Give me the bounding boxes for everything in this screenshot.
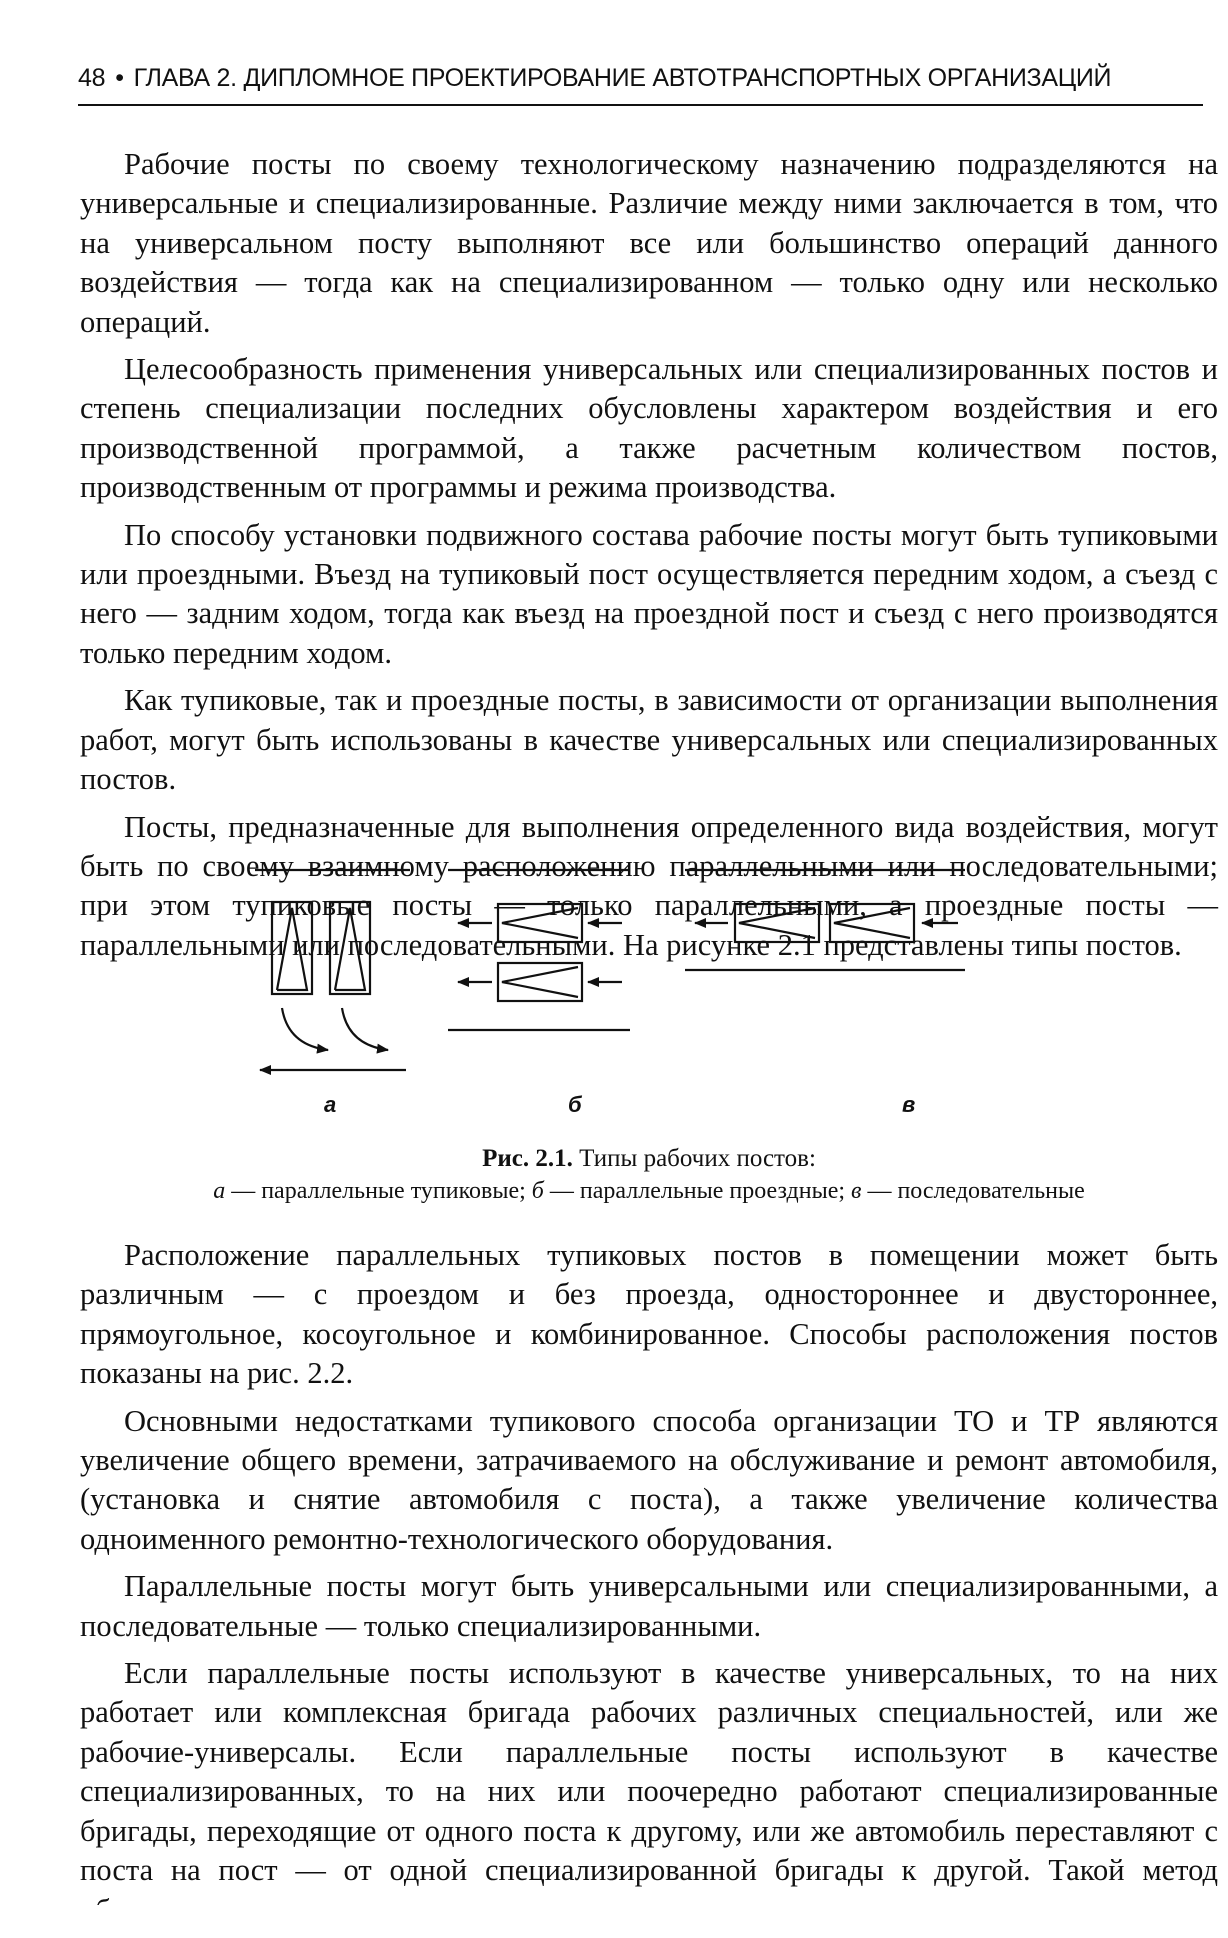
chapter-title: ГЛАВА 2. ДИПЛОМНОЕ ПРОЕКТИРОВАНИЕ АВТОТРАНСПОРТНЫХ ОРГАНИЗАЦИЙ bbox=[133, 64, 1112, 92]
figure-label-b: б bbox=[568, 1092, 582, 1117]
header-rule bbox=[78, 104, 1203, 106]
figure-caption-title bbox=[80, 1144, 1218, 1174]
paragraph: Расположение параллельных тупиковых постов в помещении может быть различным — с проездом и без проезда, одностороннее и двустороннее, прямоугольное, косоугольное и комбинированное. Способы расположения постов показаны на рис. 2.2. bbox=[80, 1238, 1218, 1391]
paragraph: Посты, предназначенные для выполнения определенного вида воздействия, могут быть по своему взаимному расположению параллельными или последовательными; при этом тупиковые посты — только параллельными, а проездные посты — параллельными или последовательными. На рисунке 2.1 представлены типы постов. bbox=[80, 809, 1218, 962]
curved-arrow bbox=[282, 1008, 328, 1050]
text-block-before-figure bbox=[80, 145, 1218, 973]
caption-item-text: — последовательные bbox=[861, 1178, 1085, 1204]
caption-letter: в bbox=[851, 1178, 862, 1204]
figure-post-types bbox=[230, 860, 1090, 1130]
caption-letter: а bbox=[213, 1178, 226, 1204]
diagram-a bbox=[255, 870, 410, 1070]
diagram-b bbox=[448, 870, 630, 1030]
paragraph: Если параллельные посты используют в качестве универсальных, то на них работает или комплексная бригада рабочих различных специальностей, или же рабочие-универсалы. Если параллельные посты используют в качестве специализированных, то на них или поочередно работают специализированные бригады, переходящие от одного поста к другому, или же автомобиль переставляют с поста на пост — от одной специализированной бригады к другой. Такой метод bbox=[80, 1656, 1218, 1888]
diagram-v bbox=[685, 870, 965, 970]
figure-caption-legend bbox=[80, 1176, 1218, 1206]
caption-item-text: — параллельные тупиковые; bbox=[225, 1178, 532, 1204]
caption-letter: б bbox=[531, 1178, 544, 1204]
curved-arrow bbox=[342, 1008, 388, 1050]
vehicle-triangle bbox=[335, 908, 365, 990]
figure-drawing bbox=[230, 860, 1090, 1130]
vehicle-triangle bbox=[834, 908, 910, 938]
paragraph: Рабочие посты по своему технологическому назначению подразделяются на универсальные и специализированные. Различие между ними заключается в том, что на универсальном посту выполняют все или большинство операций данного воздействия — тогда как на специализированном — только одну или несколько операций. bbox=[80, 147, 1218, 339]
running-head bbox=[78, 64, 1188, 93]
vehicle-triangle bbox=[502, 967, 578, 997]
paragraph: Параллельные посты могут быть универсальными или специализированными, а последовательные — только специализированными. bbox=[80, 1569, 1218, 1643]
paragraph: По способу установки подвижного состава рабочие посты могут быть тупиковыми или проездными. Въезд на тупиковый пост осуществляется передним ходом, а съезд с него — задним ходом, тогда как въезд на проездной пост и съезд с него производятся только передним ходом. bbox=[80, 517, 1218, 670]
page-number: 48 bbox=[78, 64, 106, 92]
figure-label-v: в bbox=[902, 1092, 916, 1117]
paragraph: Целесообразность применения универсальных или специализированных постов и степень специализации последних обусловлены характером воздействия и его производственной программой, а также расчетным количеством постов, производственным от программы и режима производства. bbox=[80, 352, 1218, 505]
caption-item-text: — параллельные проездные; bbox=[543, 1178, 852, 1204]
caption-number: Рис. 2.1. bbox=[482, 1145, 573, 1172]
vehicle-triangle bbox=[502, 908, 578, 938]
paragraph: Основными недостатками тупикового способа организации ТО и ТР являются увеличение общего времени, затрачиваемого на обслуживание и ремонт автомобиля, (установка и снятие автомобиля с поста), а также увеличение количества одноименного ремонтно-технологического оборудования. bbox=[80, 1403, 1218, 1556]
text-block-after-figure bbox=[80, 1236, 1218, 1938]
vehicle-triangle bbox=[739, 908, 815, 938]
figure-label-a: а bbox=[324, 1092, 337, 1117]
caption-title-text: Типы рабочих постов: bbox=[572, 1145, 816, 1172]
vehicle-triangle bbox=[277, 908, 307, 990]
page-bottom-crop bbox=[0, 1905, 1228, 1929]
paragraph: Как тупиковые, так и проездные посты, в зависимости от организации выполнения работ, могут быть использованы в качестве универсальных или специализированных постов. bbox=[80, 683, 1218, 797]
header-bullet: • bbox=[115, 64, 124, 92]
